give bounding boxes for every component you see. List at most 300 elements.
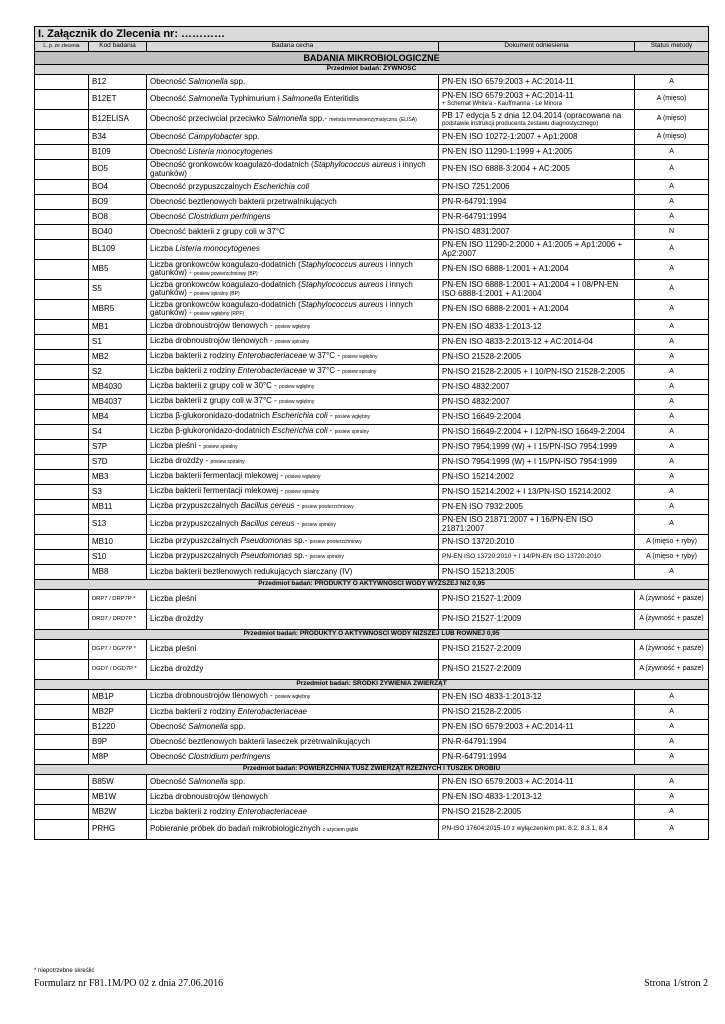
doc-cell — [439, 260, 635, 280]
status-cell: A — [635, 735, 709, 750]
doc-extra: + Schemat White'a - Kauffmanna - Le Minora — [442, 100, 562, 107]
feature-text: - — [327, 411, 335, 421]
feature-note: (ELISA) — [399, 116, 417, 123]
feature-cell — [147, 565, 439, 580]
feature-note: posiew spiralny — [301, 521, 336, 528]
feature-organism: Pseudomonas — [240, 536, 292, 546]
doc-cell — [439, 300, 635, 320]
code-cell: S7D — [89, 455, 147, 470]
feature-cell — [147, 260, 439, 280]
doc-main: PN-EN ISO 6888-1:2001 + A1:2004 — [442, 264, 569, 274]
doc-cell — [439, 440, 635, 455]
code-cell: MB2P — [89, 705, 147, 720]
feature-text: Liczba gronkowców koagulazo-dodatnich ( — [150, 279, 301, 289]
status-cell: A — [635, 195, 709, 210]
doc-main: PN-ISO 21528-2:2005 + I 10/PN-ISO 21528-2:2005 — [442, 366, 626, 376]
code-cell: B12ELISA — [89, 110, 147, 130]
feature-cell — [147, 660, 439, 680]
status-cell: A — [635, 485, 709, 500]
feature-text: spp.- — [306, 113, 330, 123]
status-cell: A — [635, 720, 709, 735]
feature-cell — [147, 225, 439, 240]
lp-cell — [35, 470, 89, 485]
table-row — [35, 90, 709, 110]
doc-cell — [439, 610, 635, 630]
code-cell: BO4 — [89, 180, 147, 195]
feature-text: - — [294, 501, 302, 511]
lp-cell — [35, 660, 89, 680]
feature-text: Liczba — [150, 244, 176, 254]
lp-cell — [35, 300, 89, 320]
lp-cell — [35, 240, 89, 260]
lp-cell — [35, 320, 89, 335]
lp-cell — [35, 75, 89, 90]
doc-main: PN-EN ISO 6579:2003 + AC:2014-11 — [442, 776, 574, 786]
subject-title: Przedmiot badań: ŻYWNOŚĆ — [35, 65, 709, 75]
status-cell: A — [635, 410, 709, 425]
doc-main: PN-R-64791:1994 — [442, 736, 507, 746]
status-cell: A — [635, 565, 709, 580]
feature-text: Liczba drobnoustrojów tlenowych - — [150, 336, 275, 346]
feature-cell — [147, 195, 439, 210]
feature-text: Pobieranie próbek do badań mikrobiologicznych — [150, 823, 323, 833]
doc-main: PN-EN ISO 11290-2:2000 + A1:2005 + Ap1:2006 + Ap2:2007 — [442, 240, 623, 258]
feature-text: i innych gatunków) - — [150, 259, 413, 277]
table-row — [35, 775, 709, 790]
feature-cell — [147, 750, 439, 765]
lp-cell — [35, 350, 89, 365]
feature-text: sp.- — [291, 551, 310, 561]
column-header-doc: Dokument odniesienia — [439, 42, 635, 52]
doc-main: PN-EN ISO 6888-1:2001 + A1:2004 + I 08/PN-EN ISO 6888-1:2001 + A1:2004 — [442, 280, 619, 298]
table-row — [35, 535, 709, 550]
doc-cell — [439, 750, 635, 765]
feature-text: Obecność gronkowców koagulazo-dodatnich ( — [150, 160, 314, 169]
feature-cell — [147, 380, 439, 395]
table-row — [35, 225, 709, 240]
lp-cell — [35, 110, 89, 130]
feature-cell — [147, 590, 439, 610]
feature-text: Liczba gronkowców koagulazo-dodatnich ( — [150, 259, 301, 269]
lp-cell — [35, 410, 89, 425]
section-row — [35, 52, 709, 65]
feature-cell — [147, 145, 439, 160]
lp-cell — [35, 690, 89, 705]
feature-cell — [147, 775, 439, 790]
doc-cell — [439, 365, 635, 380]
table-row — [35, 720, 709, 735]
doc-cell — [439, 590, 635, 610]
feature-note: metoda immunoenzymatyczna — [329, 116, 397, 123]
code-cell: MB4030 — [89, 380, 147, 395]
feature-organism: Clostridium perfringens — [188, 211, 271, 221]
feature-cell — [147, 365, 439, 380]
lp-cell — [35, 805, 89, 820]
code-cell: BO40 — [89, 225, 147, 240]
feature-cell — [147, 160, 439, 180]
doc-main: PN-ISO 15213:2005 — [442, 566, 515, 576]
doc-main: PN-ISO 21528-2:2005 — [442, 706, 522, 716]
table-row — [35, 470, 709, 485]
status-cell: A — [635, 145, 709, 160]
doc-cell — [439, 240, 635, 260]
doc-main: PN-ISO 21528-2:2005 — [442, 806, 522, 816]
feature-organism: Bacillus cereus — [240, 501, 295, 511]
feature-note: posiew spiralny — [309, 554, 344, 561]
code-cell: MB4037 — [89, 395, 147, 410]
doc-cell — [439, 110, 635, 130]
feature-text: Liczba bakterii z grupy coli w 30°C - — [150, 381, 280, 391]
status-cell: A (żywność + pasze) — [635, 610, 709, 630]
subject-row — [35, 765, 709, 775]
lp-cell — [35, 210, 89, 225]
feature-organism: Campylobacter — [188, 131, 243, 141]
feature-text: i innych gatunków) — [150, 160, 426, 178]
status-cell: A (mięso) — [635, 90, 709, 110]
feature-text: Liczba przypuszczalnych — [150, 536, 241, 546]
feature-text: spp. — [242, 131, 260, 141]
lp-cell — [35, 180, 89, 195]
feature-organism: Escherichia coli — [253, 181, 310, 191]
code-cell: MB3 — [89, 470, 147, 485]
table-row — [35, 455, 709, 470]
column-header-status: Status metody — [635, 42, 709, 52]
doc-cell — [439, 720, 635, 735]
doc-main: PN-EN ISO 4833-1:2013-12 — [442, 691, 542, 701]
feature-note: posiew wgłębny — [274, 324, 311, 331]
table-row — [35, 590, 709, 610]
feature-text: Obecność bakterii z grupy coli w 37°C — [150, 226, 285, 236]
code-cell: MBR5 — [89, 300, 147, 320]
table-row — [35, 300, 709, 320]
doc-main: PN-EN ISO 4833-1:2013-12 — [442, 791, 542, 801]
table-row — [35, 640, 709, 660]
doc-cell — [439, 470, 635, 485]
feature-note: posiew spiralny — [210, 459, 245, 466]
doc-cell — [439, 320, 635, 335]
lp-cell — [35, 535, 89, 550]
feature-text: Liczba przypuszczalnych — [150, 518, 241, 528]
feature-note: posiew wgłębny — [279, 399, 315, 406]
doc-main: PN-R-64791:1994 — [442, 196, 507, 206]
doc-cell — [439, 90, 635, 110]
table-row — [35, 350, 709, 365]
code-cell: S1 — [89, 335, 147, 350]
code-cell: B34 — [89, 130, 147, 145]
doc-cell — [439, 280, 635, 300]
lp-cell — [35, 90, 89, 110]
table-row — [35, 705, 709, 720]
doc-cell — [439, 180, 635, 195]
lp-cell — [35, 735, 89, 750]
feature-text: Obecność przypuszczalnych — [150, 181, 254, 191]
feature-text: Liczba drobnoustrojów tlenowych - — [150, 321, 275, 331]
feature-text: Liczba drożdży - — [150, 456, 211, 466]
doc-main: PN-EN ISO 10272-1:2007 + Ap1:2008 — [442, 131, 578, 141]
table-row — [35, 440, 709, 455]
doc-cell — [439, 535, 635, 550]
code-cell: B12ET — [89, 90, 147, 110]
doc-main: PN-EN ISO 6579:2003 + AC:2014-11 — [442, 76, 574, 86]
code-cell: MB4 — [89, 410, 147, 425]
lp-cell — [35, 395, 89, 410]
feature-text: Obecność — [150, 776, 189, 786]
table-row — [35, 195, 709, 210]
feature-text: Liczba gronkowców koagulazo-dodatnich ( — [150, 299, 301, 309]
code-cell: DRP7 / DRP7P * — [89, 590, 147, 610]
feature-cell — [147, 180, 439, 195]
table-row — [35, 660, 709, 680]
form-number: Formularz nr F81.1M/PO 02 z dnia 27.06.2016 — [34, 978, 224, 989]
table-row — [35, 690, 709, 705]
code-cell: BO5 — [89, 160, 147, 180]
doc-cell — [439, 350, 635, 365]
code-cell: MB5 — [89, 260, 147, 280]
feature-cell — [147, 440, 439, 455]
feature-note: posiew wgłębny — [285, 474, 321, 481]
lp-cell — [35, 455, 89, 470]
feature-cell — [147, 425, 439, 440]
table-row — [35, 610, 709, 630]
doc-main: PN-EN ISO 7932:2005 — [442, 501, 523, 511]
status-cell: A — [635, 335, 709, 350]
doc-main: PN-ISO 21527-2:2009 — [442, 644, 522, 654]
feature-organism: Clostridium perfringens — [188, 751, 271, 761]
status-cell: A — [635, 500, 709, 515]
doc-cell — [439, 395, 635, 410]
feature-cell — [147, 130, 439, 145]
status-cell: A (mięso) — [635, 130, 709, 145]
feature-text: spp. — [227, 721, 246, 731]
feature-text: Obecność przeciwciał przeciwko — [150, 113, 268, 123]
doc-main: PN-EN ISO 6888-3:2004 + AC:2005 — [442, 164, 570, 174]
feature-note: posiew wgłębny — [279, 384, 315, 391]
lp-cell — [35, 775, 89, 790]
status-cell: A — [635, 160, 709, 180]
feature-organism: Staphylococcus aureus — [313, 160, 397, 169]
feature-cell — [147, 90, 439, 110]
status-cell: A — [635, 440, 709, 455]
lp-cell — [35, 225, 89, 240]
feature-text: spp. — [227, 776, 246, 786]
tests-table-body — [35, 27, 709, 840]
status-cell: A (żywność + pasze) — [635, 660, 709, 680]
feature-text: Liczba bakterii z rodziny — [150, 706, 238, 716]
code-cell: S13 — [89, 515, 147, 535]
section-title: BADANIA MIKROBIOLOGICZNE — [35, 52, 709, 65]
feature-text: Obecność — [150, 94, 189, 104]
feature-cell — [147, 735, 439, 750]
feature-note: z użyciem gąbki — [322, 826, 359, 833]
feature-cell — [147, 610, 439, 630]
doc-main: PN-ISO 15214:2002 + I 13/PN-ISO 15214:2002 — [442, 486, 611, 496]
feature-text: Liczba bakterii z grupy coli w 37°C - — [150, 396, 280, 406]
status-cell: A — [635, 75, 709, 90]
doc-main: PN-ISO 7954:1999 (W) + I 15/PN-ISO 7954:1999 — [442, 441, 617, 451]
status-cell: A — [635, 425, 709, 440]
code-cell: MB10 — [89, 535, 147, 550]
code-cell: MB1W — [89, 790, 147, 805]
code-cell: DRD7 / DRD7P * — [89, 610, 147, 630]
doc-cell — [439, 210, 635, 225]
doc-main: PN-ISO 17604:2015-10 z wyłączeniem pkt. 8.2, 8.3.1, 8.4 — [442, 825, 608, 833]
code-cell: BO8 — [89, 210, 147, 225]
feature-text: sp.- — [291, 536, 310, 546]
doc-cell — [439, 790, 635, 805]
table-row — [35, 280, 709, 300]
feature-cell — [147, 720, 439, 735]
feature-organism: Pseudomonas — [240, 551, 292, 561]
attachment-sheet — [34, 26, 708, 840]
table-row — [35, 425, 709, 440]
feature-organism: Enterobacteriaceae — [237, 706, 307, 716]
doc-main: PN-EN ISO 6579:2003 + AC:2014-11 — [442, 721, 574, 731]
feature-cell — [147, 240, 439, 260]
subject-title: Przedmiot badań: POWIERZCHNIA TUSZ ZWIERZĄT RZEŹNYCH I TUSZEK DROBIU — [35, 765, 709, 775]
feature-cell — [147, 515, 439, 535]
feature-organism: Salmonella — [188, 94, 228, 104]
tests-table — [34, 26, 709, 840]
subject-title: Przedmiot badań: PRODUKTY O AKTYWNOŚCI WODY NIŻSZEJ LUB RÓWNEJ 0,95 — [35, 630, 709, 640]
code-cell: S7P — [89, 440, 147, 455]
doc-main: PN-EN ISO 4833-2:2013-12 + AC:2014-04 — [442, 336, 593, 346]
feature-note: posiew powierzchniowy (BP) — [194, 271, 258, 277]
code-cell: MB1P — [89, 690, 147, 705]
doc-cell — [439, 380, 635, 395]
doc-main: PN-R-64791:1994 — [442, 211, 507, 221]
feature-text: Obecność — [150, 146, 189, 156]
feature-cell — [147, 300, 439, 320]
table-row — [35, 365, 709, 380]
table-row — [35, 380, 709, 395]
table-row — [35, 210, 709, 225]
doc-cell — [439, 805, 635, 820]
lp-cell — [35, 705, 89, 720]
doc-cell — [439, 410, 635, 425]
feature-organism: Enterobacteriaceae — [237, 351, 307, 361]
feature-text: Obecność — [150, 721, 189, 731]
doc-main: PN-EN ISO 11290-1:1999 + A1:2005 — [442, 146, 573, 156]
table-row — [35, 805, 709, 820]
code-cell: B1220 — [89, 720, 147, 735]
doc-cell — [439, 690, 635, 705]
doc-cell — [439, 735, 635, 750]
feature-text: i innych gatunków) - — [150, 299, 413, 317]
subject-row — [35, 580, 709, 590]
feature-cell — [147, 485, 439, 500]
feature-text: Typhimurium i — [227, 94, 282, 104]
doc-cell — [439, 195, 635, 210]
doc-main: PN-ISO 21527-1:2009 — [442, 614, 522, 624]
feature-text: Liczba β-glukoronidazo-dodatnich — [150, 411, 273, 421]
doc-cell — [439, 515, 635, 535]
doc-main: PN-ISO 16649-2:2004 — [442, 411, 522, 421]
title-row — [35, 27, 709, 42]
feature-note: posiew spiralny (BP) — [194, 291, 240, 297]
table-row — [35, 180, 709, 195]
feature-cell — [147, 75, 439, 90]
doc-main: PN-ISO 16649-2:2004 + I 12/PN-ISO 16649-2:2004 — [442, 426, 626, 436]
feature-organism: Staphylococcus aureus — [300, 259, 384, 269]
feature-text: Liczba przypuszczalnych — [150, 501, 241, 511]
code-cell: BO9 — [89, 195, 147, 210]
footnote: * niepotrzebne skreślić — [34, 968, 95, 974]
code-cell: S5 — [89, 280, 147, 300]
feature-cell — [147, 640, 439, 660]
status-cell: A (mięso) — [635, 110, 709, 130]
feature-text: Liczba pleśni - — [150, 441, 204, 451]
subject-title: Przedmiot badań: PRODUKTY O AKTYWNOŚCI WODY WYŻSZEJ NIŻ 0,95 — [35, 580, 709, 590]
feature-text: Obecność beztlenowych bakterii laseczek przetrwalnikujących — [150, 736, 371, 746]
feature-cell — [147, 350, 439, 365]
doc-main: PN-EN ISO 6888-2:2001 + A1:2004 — [442, 304, 569, 314]
feature-text: - — [327, 426, 335, 436]
feature-note: posiew spiralny — [285, 489, 320, 496]
subject-title: Przedmiot badań: ŚRODKI ŻYWIENIA ZWIERZĄT — [35, 680, 709, 690]
feature-organism: Listeria monocytogenes — [188, 146, 273, 156]
code-cell: MB2W — [89, 805, 147, 820]
lp-cell — [35, 440, 89, 455]
code-cell: MB2 — [89, 350, 147, 365]
doc-cell — [439, 160, 635, 180]
subject-row — [35, 680, 709, 690]
doc-main: PN-ISO 7251:2006 — [442, 181, 510, 191]
doc-main: PN-EN ISO 4833-1:2013-12 — [442, 321, 542, 331]
feature-cell — [147, 335, 439, 350]
status-cell: A — [635, 280, 709, 300]
feature-cell — [147, 395, 439, 410]
feature-note: posiew wgłębny — [334, 414, 371, 421]
lp-cell — [35, 820, 89, 840]
feature-text: Liczba drożdży — [150, 614, 204, 624]
code-cell: MB11 — [89, 500, 147, 515]
feature-organism: Staphylococcus aureus — [300, 279, 384, 289]
status-cell: A (żywność + pasze) — [635, 640, 709, 660]
lp-cell — [35, 335, 89, 350]
feature-cell — [147, 320, 439, 335]
feature-cell — [147, 550, 439, 565]
status-cell: A (mięso + ryby) — [635, 550, 709, 565]
doc-main: PN-ISO 13720:2010 — [442, 536, 515, 546]
feature-note: posiew spiralny — [334, 429, 369, 436]
table-row — [35, 75, 709, 90]
code-cell: DGD7 / DGD7P * — [89, 660, 147, 680]
table-row — [35, 485, 709, 500]
feature-cell — [147, 110, 439, 130]
feature-text: Liczba drobnoustrojów tlenowych — [150, 791, 268, 801]
doc-main: PN-ISO 21527-2:2009 — [442, 664, 522, 674]
feature-text: Liczba przypuszczalnych — [150, 551, 241, 561]
lp-cell — [35, 280, 89, 300]
feature-text: Obecność — [150, 211, 189, 221]
feature-note: posiew wgłębny — [274, 694, 311, 701]
status-cell: A — [635, 350, 709, 365]
doc-main: PN-ISO 15214:2002 — [442, 471, 515, 481]
table-row — [35, 410, 709, 425]
feature-cell — [147, 455, 439, 470]
feature-organism: Salmonella — [188, 776, 228, 786]
table-row — [35, 735, 709, 750]
lp-cell — [35, 195, 89, 210]
feature-text: Liczba bakterii fermentacji mlekowej - — [150, 486, 286, 496]
doc-cell — [439, 75, 635, 90]
status-cell: A — [635, 180, 709, 195]
table-row — [35, 320, 709, 335]
lp-cell — [35, 750, 89, 765]
doc-cell — [439, 145, 635, 160]
feature-text: Liczba bakterii beztlenowych redukujących siarczany (IV) — [150, 566, 353, 576]
subject-row — [35, 630, 709, 640]
